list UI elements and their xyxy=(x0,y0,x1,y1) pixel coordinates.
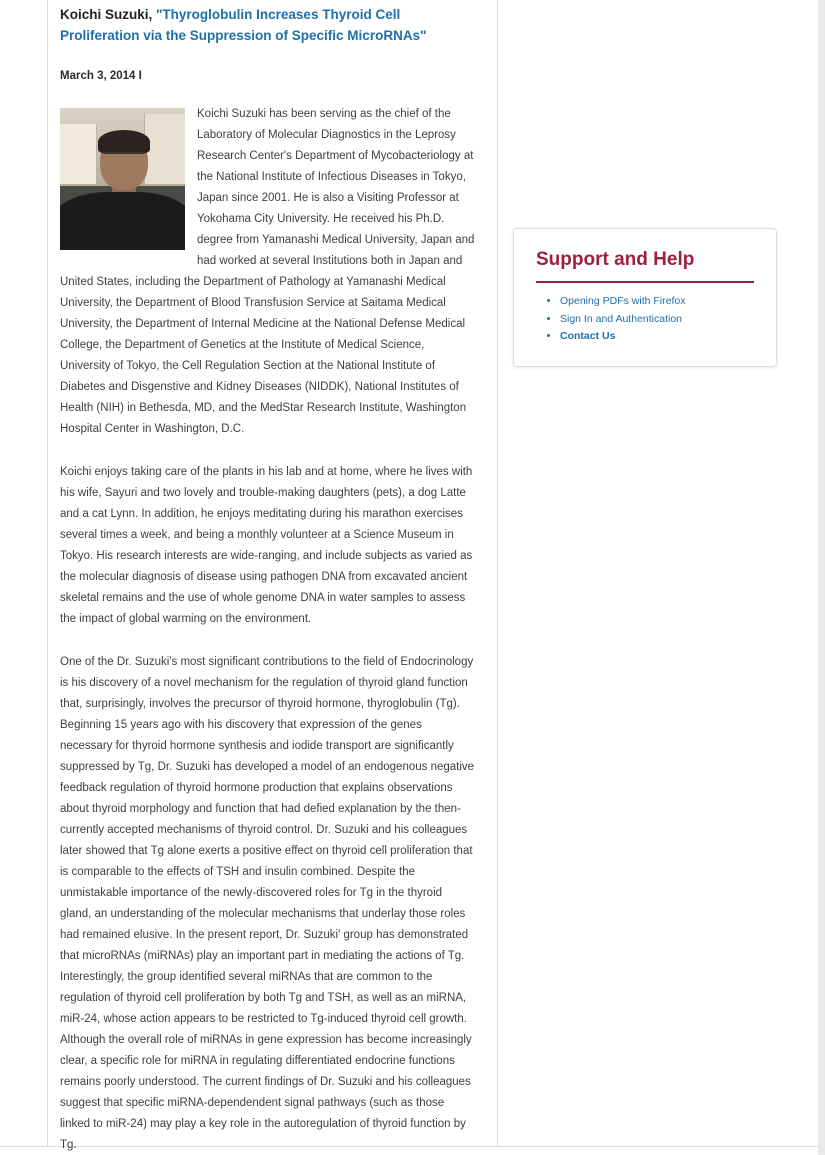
sidebar xyxy=(513,228,777,367)
list-item[interactable] xyxy=(560,295,754,309)
content-column-left-rule xyxy=(47,0,48,1146)
portrait-shelf-left xyxy=(60,124,97,184)
portrait-shelf-right xyxy=(144,114,185,184)
support-card-divider xyxy=(536,281,754,283)
personal-paragraph: Koichi enjoys taking care of the plants in his lab and at home, where he lives with his wife, Sayuri and two lovely and trouble-making daughters (pets), a dog Latte and a cat Lynn. In addition, he enjoys meditating during his marathon exercises several times a week, and being a monthly volunteer at a Science Museum in Tokyo. His research interests are wide-ranging, and include subjects as varied as the molecular diagnosis of disease using pathogen DNA from excavated ancient skeletal remains and the use of whole genome DNA in water samples to assess the impact of global warming on the environment. xyxy=(60,466,473,625)
glasses-icon xyxy=(104,152,144,163)
page-title xyxy=(60,0,476,46)
portrait-torso xyxy=(60,192,185,250)
article-title-link[interactable]: "Thyroglobulin Increases Thyroid Cell Proliferation via the Suppression of Specific MicroRNAs" xyxy=(60,7,427,43)
article-column xyxy=(60,0,476,1155)
support-link-opening-pdfs[interactable]: Opening PDFs with Firefox xyxy=(560,295,686,307)
support-card-title: Support and Help xyxy=(536,249,695,270)
research-paragraph: One of the Dr. Suzuki's most significant contributions to the field of Endocrinology is his discovery of a novel mechanism for the regulation of thyroid gland function that, surprisingly, involves the precursor of thyroid hormone, thyroglobulin (Tg). Beginning 15 years ago with his discovery that expression of the genes necessary for thyroid hormone synthesis and iodide transport are significantly suppressed by Tg, Dr. Suzuki has developed a model of an endogenous negative feedback regulation of thyroid hormone production that explains observations about thyroid morphology and function that had defied explanation by the then-currently accepted mechanisms of thyroid control. Dr. Suzuki and his colleagues later showed that Tg alone exerts a positive effect on thyroid cell proliferation that is comparable to the effects of TSH and insulin combined. Despite the unmistakable importance of the newly-discovered roles for Tg in the thyroid gland, an understanding of the molecular mechanisms that underlay those roles had remained elusive. In the present report, Dr. Suzuki' group has demonstrated that microRNAs (miRNAs) play an important part in mediating the actions of Tg. Interestingly, the group identified several miRNAs that are common to the regulation of thyroid cell proliferation by both Tg and TSH, as well as an miRNA, miR-24, whose action appears to be restricted to Tg-induced thyroid cell growth. Although the overall role of miRNAs in gene expression has become increasingly clear, a specific role for miRNA in regulating differentiated endocrine functions remains poorly understood. The current findings of Dr. Suzuki and his colleagues suggest that specific miRNA-dependendent signal pathways (such as those linked to miR-24) may play a key role in the autoregulation of thyroid function by Tg. xyxy=(60,656,475,1151)
page-right-edge xyxy=(818,0,825,1155)
support-links-list xyxy=(536,295,754,344)
portrait-hair xyxy=(98,130,150,154)
biography-block xyxy=(60,104,476,440)
support-link-contact-us[interactable]: Contact Us xyxy=(560,330,616,342)
support-and-help-card xyxy=(513,228,777,367)
article-date: March 3, 2014 I xyxy=(60,70,142,82)
list-item[interactable] xyxy=(560,313,754,327)
list-item[interactable] xyxy=(560,330,754,344)
article-author: Koichi Suzuki, xyxy=(60,7,157,22)
support-link-sign-in[interactable]: Sign In and Authentication xyxy=(560,312,683,325)
author-portrait-image xyxy=(60,108,185,250)
content-column-right-rule xyxy=(497,0,498,1146)
biography-paragraph: Koichi Suzuki has been serving as the chief of the Laboratory of Molecular Diagnostics in the Leprosy Research Center's Department of Mycobacteriology at the National Institute of Infectious Diseases in Tokyo, Japan since 2001. He is also a Visiting Professor at Yokohama City University. He received his Ph.D. degree from Yamanashi Medical University, Japan and had worked at several Institutions both in Japan and United States, including the Department of Pathology at Yamanashi Medical University, the Department of Blood Transfusion Service at Saitama Medical University, the Department of Internal Medicine at the National Defense Medical College, the Department of Genetics at the Institute of Medical Science, University of Tokyo, the Cell Regulation Section at the National Institute of Diabetes and Disgenstive and Kidney Diseases (NIDDK), National Institutes of Health (NIH) in Bethesda, MD, and the MedStar Research Institute, Washington Hospital Center in Washington, D.C. xyxy=(60,108,475,435)
